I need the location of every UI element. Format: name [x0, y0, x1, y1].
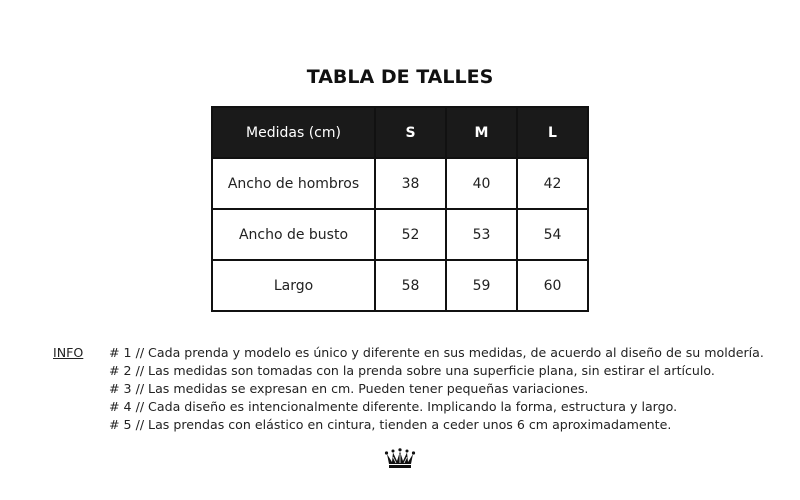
- size-chart-table: [211, 106, 589, 312]
- cell-value: 58: [375, 260, 446, 311]
- crown-icon: [384, 448, 416, 470]
- cell-value: 53: [446, 209, 517, 260]
- header-measure: Medidas (cm): [212, 107, 375, 158]
- info-note: # 4 // Cada diseño es intencionalmente diferente. Implicando la forma, estructura y largo.: [109, 399, 678, 414]
- header-size-m: M: [446, 107, 517, 158]
- cell-value: 54: [517, 209, 588, 260]
- page-title: TABLA DE TALLES: [306, 66, 494, 88]
- header-size-l: L: [517, 107, 588, 158]
- info-notes: [109, 344, 799, 434]
- cell-value: 60: [517, 260, 588, 311]
- table-header-row: [212, 107, 588, 158]
- header-size-s: S: [375, 107, 446, 158]
- cell-value: 52: [375, 209, 446, 260]
- info-note: # 3 // Las medidas se expresan en cm. Pueden tener pequeñas variaciones.: [109, 381, 589, 396]
- row-label: Largo: [212, 260, 375, 311]
- cell-value: 42: [517, 158, 588, 209]
- cell-value: 59: [446, 260, 517, 311]
- info-note: # 2 // Las medidas son tomadas con la prenda sobre una superficie plana, sin estirar el artículo.: [109, 363, 715, 378]
- table-row: [212, 260, 588, 311]
- row-label: Ancho de hombros: [212, 158, 375, 209]
- info-label: INFO: [53, 345, 84, 360]
- table-row: [212, 209, 588, 260]
- cell-value: 38: [375, 158, 446, 209]
- row-label: Ancho de busto: [212, 209, 375, 260]
- info-note: # 1 // Cada prenda y modelo es único y diferente en sus medidas, de acuerdo al diseño de su moldería.: [109, 345, 764, 360]
- info-note: # 5 // Las prendas con elástico en cintura, tienden a ceder unos 6 cm aproximadamente.: [109, 417, 672, 432]
- cell-value: 40: [446, 158, 517, 209]
- table-row: [212, 158, 588, 209]
